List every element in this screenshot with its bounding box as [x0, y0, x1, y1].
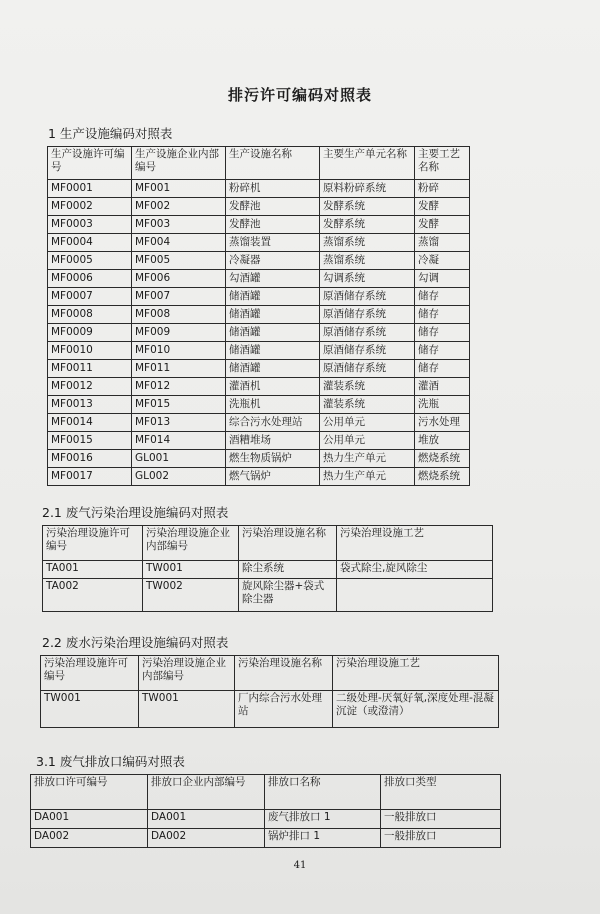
table-cell: 旋风除尘器+袋式除尘器: [239, 579, 337, 612]
table-cell: 储酒罐: [226, 306, 320, 324]
table-cell: MF0015: [48, 432, 132, 450]
page-number: 41: [293, 860, 307, 871]
table-cell: 蒸馏系统: [320, 234, 415, 252]
table-cell: 勾调: [415, 270, 470, 288]
table-cell: 发酵: [415, 216, 470, 234]
table-cell: MF0008: [48, 306, 132, 324]
table-cell: DA002: [31, 829, 148, 848]
table-cell: 综合污水处理站: [226, 414, 320, 432]
table-cell: 热力生产单元: [320, 468, 415, 486]
table-cell: 堆放: [415, 432, 470, 450]
table-cell: MF007: [132, 288, 226, 306]
table-cell: 发酵系统: [320, 216, 415, 234]
table-cell: 燃气锅炉: [226, 468, 320, 486]
table-row: [41, 691, 499, 728]
table-row: [48, 450, 470, 468]
table-cell: MF0007: [48, 288, 132, 306]
section-2-2-heading: 2.2 废水污染治理设施编码对照表: [42, 635, 229, 650]
table-cell: 一般排放口: [381, 829, 501, 848]
table-cell: 一般排放口: [381, 810, 501, 829]
table-cell: MF010: [132, 342, 226, 360]
table-cell: 勾调系统: [320, 270, 415, 288]
table-header-row: [31, 775, 501, 810]
header-cell: 污染治理设施许可编号: [41, 656, 139, 691]
table-cell: 储存: [415, 342, 470, 360]
table-cell: 公用单元: [320, 414, 415, 432]
header-cell: 排放口名称: [265, 775, 381, 810]
table-cell: 洗瓶: [415, 396, 470, 414]
table-cell: 储存: [415, 324, 470, 342]
table-cell: 储酒罐: [226, 342, 320, 360]
table-cell: 粉碎: [415, 180, 470, 198]
table-cell: 储存: [415, 288, 470, 306]
table-cell: 发酵系统: [320, 198, 415, 216]
table-cell: DA001: [31, 810, 148, 829]
table-row: [31, 810, 501, 829]
table-cell: 蒸馏系统: [320, 252, 415, 270]
table-cell: [337, 579, 493, 612]
table-cell: 蒸馏: [415, 234, 470, 252]
table-cell: DA001: [148, 810, 265, 829]
section-2-1-heading: 2.1 废气污染治理设施编码对照表: [42, 505, 229, 520]
table-cell: MF001: [132, 180, 226, 198]
table-cell: MF0006: [48, 270, 132, 288]
header-cell: 生产设施名称: [226, 147, 320, 180]
header-cell: 排放口类型: [381, 775, 501, 810]
table-cell: 酒糟堆场: [226, 432, 320, 450]
table-cell: 灌装系统: [320, 378, 415, 396]
header-cell: 污染治理设施名称: [239, 526, 337, 561]
table-row: [48, 198, 470, 216]
page-title: 排污许可编码对照表: [227, 86, 372, 104]
table-cell: 储酒罐: [226, 288, 320, 306]
header-cell: 污染治理设施名称: [235, 656, 333, 691]
table-cell: 锅炉排口 1: [265, 829, 381, 848]
table-cell: TW001: [41, 691, 139, 728]
header-cell: 主要工艺名称: [415, 147, 470, 180]
table-cell: 发酵池: [226, 216, 320, 234]
table-cell: 冷凝: [415, 252, 470, 270]
table-cell: MF0013: [48, 396, 132, 414]
table-cell: 发酵池: [226, 198, 320, 216]
table-row: [48, 396, 470, 414]
header-cell: 污染治理设施许可编号: [43, 526, 143, 561]
table-row: [43, 561, 493, 579]
table-cell: 原酒储存系统: [320, 342, 415, 360]
table-header-row: [48, 147, 470, 180]
header-cell: 污染治理设施企业内部编号: [139, 656, 235, 691]
table-cell: TW001: [139, 691, 235, 728]
header-cell: 污染治理设施工艺: [337, 526, 493, 561]
header-cell: 主要生产单元名称: [320, 147, 415, 180]
table-cell: 袋式除尘,旋风除尘: [337, 561, 493, 579]
table-cell: 原酒储存系统: [320, 360, 415, 378]
table-cell: MF0014: [48, 414, 132, 432]
header-cell: 污染治理设施企业内部编号: [143, 526, 239, 561]
table-cell: MF008: [132, 306, 226, 324]
table-cell: 蒸馏装置: [226, 234, 320, 252]
table-row: [48, 306, 470, 324]
table-row: [48, 288, 470, 306]
table-cell: MF005: [132, 252, 226, 270]
table-row: [48, 432, 470, 450]
table-cell: 原酒储存系统: [320, 288, 415, 306]
table-row: [48, 270, 470, 288]
table-cell: GL002: [132, 468, 226, 486]
table-row: [48, 216, 470, 234]
table-row: [48, 180, 470, 198]
header-cell: 排放口许可编号: [31, 775, 148, 810]
table-cell: 热力生产单元: [320, 450, 415, 468]
table-row: [48, 342, 470, 360]
table-cell: 储存: [415, 306, 470, 324]
table-cell: 原酒储存系统: [320, 324, 415, 342]
table-cell: 粉碎机: [226, 180, 320, 198]
table-row: [43, 579, 493, 612]
table-cell: MF0003: [48, 216, 132, 234]
table-cell: MF0012: [48, 378, 132, 396]
table-cell: 灌装系统: [320, 396, 415, 414]
table-row: [48, 252, 470, 270]
table-cell: MF0017: [48, 468, 132, 486]
table-cell: 燃烧系统: [415, 468, 470, 486]
table-cell: MF0016: [48, 450, 132, 468]
table-cell: MF0009: [48, 324, 132, 342]
table-cell: MF009: [132, 324, 226, 342]
table-row: [48, 234, 470, 252]
table-cell: 燃生物质锅炉: [226, 450, 320, 468]
table-cell: 公用单元: [320, 432, 415, 450]
table-cell: 洗瓶机: [226, 396, 320, 414]
table-cell: 灌酒机: [226, 378, 320, 396]
wastewater-treatment-table: [40, 655, 499, 728]
table-cell: TW002: [143, 579, 239, 612]
table-header-row: [43, 526, 493, 561]
table-cell: TA001: [43, 561, 143, 579]
header-cell: 排放口企业内部编号: [148, 775, 265, 810]
table-cell: 灌酒: [415, 378, 470, 396]
table-cell: MF012: [132, 378, 226, 396]
table-cell: MF0002: [48, 198, 132, 216]
section-1-heading: 1 生产设施编码对照表: [48, 126, 173, 141]
table-cell: 勾酒罐: [226, 270, 320, 288]
table-cell: MF014: [132, 432, 226, 450]
table-header-row: [41, 656, 499, 691]
table-row: [48, 324, 470, 342]
header-cell: 污染治理设施工艺: [333, 656, 499, 691]
exhaust-outlet-table: [30, 774, 501, 848]
table-row: [48, 468, 470, 486]
table-cell: 厂内综合污水处理站: [235, 691, 333, 728]
table-row: [48, 360, 470, 378]
table-cell: MF002: [132, 198, 226, 216]
table-cell: GL001: [132, 450, 226, 468]
table-cell: 储酒罐: [226, 360, 320, 378]
table-cell: TW001: [143, 561, 239, 579]
table-cell: 二级处理-厌氧好氧,深度处理-混凝沉淀（或澄清）: [333, 691, 499, 728]
table-cell: MF011: [132, 360, 226, 378]
table-row: [31, 829, 501, 848]
table-cell: MF003: [132, 216, 226, 234]
table-cell: MF013: [132, 414, 226, 432]
table-cell: MF0011: [48, 360, 132, 378]
table-cell: 发酵: [415, 198, 470, 216]
table-cell: 原料粉碎系统: [320, 180, 415, 198]
table-cell: 燃烧系统: [415, 450, 470, 468]
table-cell: TA002: [43, 579, 143, 612]
table-cell: 冷凝器: [226, 252, 320, 270]
table-cell: 除尘系统: [239, 561, 337, 579]
table-cell: 原酒储存系统: [320, 306, 415, 324]
production-facility-table: [47, 146, 470, 486]
table-cell: 储存: [415, 360, 470, 378]
table-cell: 污水处理: [415, 414, 470, 432]
waste-gas-treatment-table: [42, 525, 493, 612]
table-cell: MF0005: [48, 252, 132, 270]
header-cell: 生产设施企业内部编号: [132, 147, 226, 180]
table-cell: MF0010: [48, 342, 132, 360]
header-cell: 生产设施许可编号: [48, 147, 132, 180]
table-row: [48, 378, 470, 396]
table-cell: MF0004: [48, 234, 132, 252]
table-cell: MF004: [132, 234, 226, 252]
table-cell: DA002: [148, 829, 265, 848]
table-cell: MF006: [132, 270, 226, 288]
table-cell: 废气排放口 1: [265, 810, 381, 829]
table-cell: MF0001: [48, 180, 132, 198]
table-row: [48, 414, 470, 432]
table-cell: MF015: [132, 396, 226, 414]
table-cell: 储酒罐: [226, 324, 320, 342]
section-3-1-heading: 3.1 废气排放口编码对照表: [36, 754, 185, 769]
